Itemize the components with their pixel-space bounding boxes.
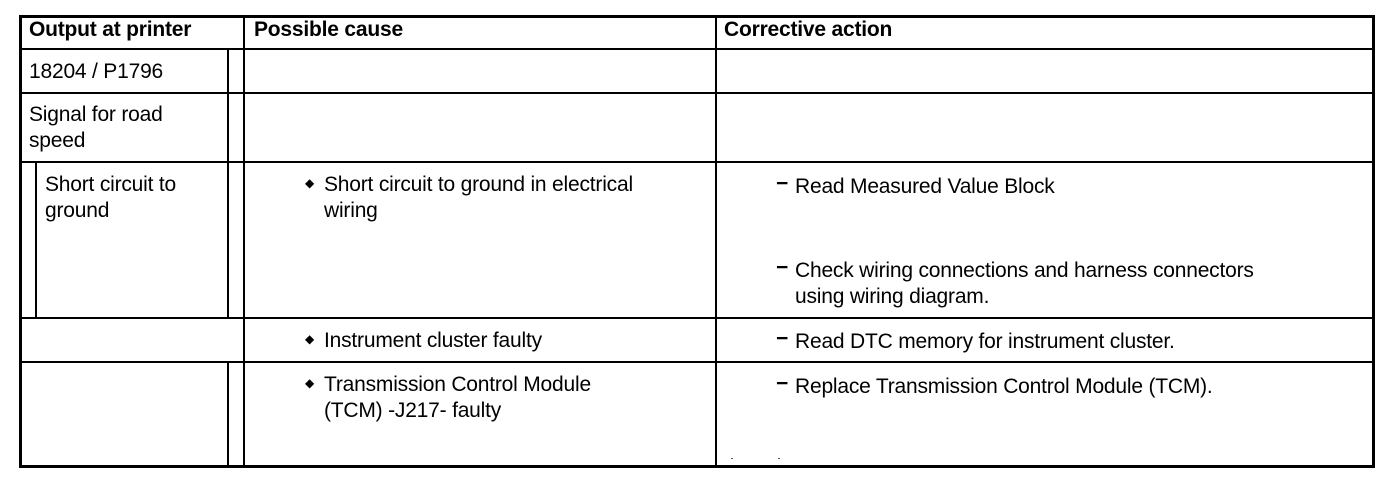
cause-text: Instrument cluster faulty xyxy=(324,329,542,352)
action-text-line2: using wiring diagram. xyxy=(795,285,990,308)
header-action: Corrective action xyxy=(724,18,893,41)
table-border-left xyxy=(19,15,22,468)
header-output: Output at printer xyxy=(29,18,192,41)
bullet-icon: ◆ xyxy=(305,376,315,390)
dash-icon: − xyxy=(776,256,789,279)
cause-text-line1: Short circuit to ground in electrical xyxy=(324,173,633,196)
row-divider xyxy=(19,317,1375,319)
row-divider xyxy=(19,361,1375,363)
dtc-code: 18204 / P1796 xyxy=(29,60,164,83)
header-cause: Possible cause xyxy=(254,18,403,41)
indent-line xyxy=(35,161,37,319)
action-text: Read Measured Value Block xyxy=(795,175,1055,198)
signal-label-line2: speed xyxy=(29,129,86,152)
signal-label-line1: Signal for road xyxy=(29,103,163,126)
bullet-icon: ◆ xyxy=(305,176,315,190)
row-divider xyxy=(19,92,1375,94)
fault-type-line1: Short circuit to xyxy=(45,173,177,196)
scan-speck xyxy=(731,458,733,459)
col-inner-line xyxy=(227,361,229,468)
table-border-right xyxy=(1372,15,1375,468)
cause-text-line2: (TCM) -J217- faulty xyxy=(324,399,502,422)
table-border-bottom xyxy=(19,465,1375,468)
col-divider xyxy=(243,15,245,468)
col-inner-line xyxy=(227,48,229,319)
scan-speck xyxy=(778,458,780,459)
row-divider xyxy=(19,161,1375,163)
dash-icon: − xyxy=(776,372,789,395)
action-text: Read DTC memory for instrument cluster. xyxy=(795,330,1175,353)
row-divider xyxy=(19,48,1375,50)
cause-text-line1: Transmission Control Module xyxy=(324,373,591,396)
cause-text-line2: wiring xyxy=(324,199,378,222)
bullet-icon: ◆ xyxy=(305,332,315,346)
dash-icon: − xyxy=(776,172,789,195)
action-text-line1: Check wiring connections and harness connectors xyxy=(795,259,1254,282)
dash-icon: − xyxy=(776,327,789,350)
table-border-top xyxy=(19,15,1375,18)
fault-type-line2: ground xyxy=(45,199,110,222)
col-divider xyxy=(715,15,717,468)
action-text: Replace Transmission Control Module (TCM). xyxy=(795,375,1213,398)
